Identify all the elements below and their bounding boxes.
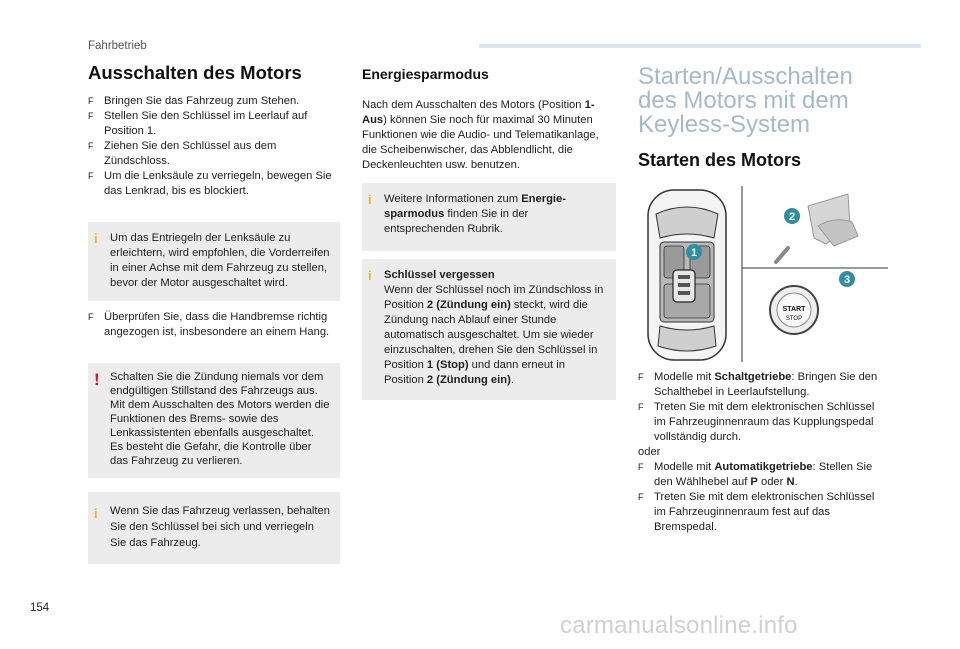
info-box-forgotten-key: i Schlüssel vergessen Wenn der Schlüssel noch im Zündschloss in Position 2 (Zündung ein) steckt, wird die Zündung nach Ablauf einer Stunde automatisch ausgeschaltet. Um sie wieder einzuschalten, drehen Sie den Schlüssel in Position 1 (Stop) und dann erneut in Position 2 (Zündung ein).: [362, 259, 616, 400]
steps-handbrake: [88, 310, 340, 340]
info-box-steering: i Um das Entriegeln der Lenksäule zu erleichtern, wird empfohlen, die Vorderreifen in einer Achse mit dem Fahrzeug zu stellen, bevor der Motor ausgeschaltet wird.: [88, 222, 340, 301]
foot-pedal-icon: [776, 194, 858, 262]
svg-text:STOP: STOP: [785, 316, 803, 322]
bullet-icon: F: [88, 96, 94, 106]
car-top-view-icon: [648, 190, 726, 360]
list-item: F Treten Sie mit dem elektronischen Schlüssel im Fahrzeuginnenraum fest auf das Bremspedal.: [638, 491, 875, 533]
section-header: Fahrbetrieb: [88, 40, 147, 52]
bullet-icon: F: [88, 312, 94, 322]
heading-engine-off: Ausschalten des Motors: [88, 62, 302, 83]
list-item: F Um die Lenksäule zu verriegeln, bewegen Sie das Lenkrad, bis es blockiert.: [88, 170, 332, 197]
info-icon: i: [368, 192, 372, 207]
list-item: F Überprüfen Sie, dass die Handbremse richtig angezogen ist, insbesondere an einem Hang.: [88, 311, 330, 338]
header-rule: [479, 44, 921, 48]
warning-icon: !: [94, 370, 100, 389]
svg-text:3: 3: [843, 274, 851, 286]
svg-text:START: START: [782, 306, 806, 313]
steps-start-automatic: [638, 460, 888, 535]
keyless-figure-svg: [638, 186, 888, 362]
heading-keyless: Starten/Ausschalten des Motors mit dem Keyless-System: [638, 63, 853, 138]
bullet-icon: F: [638, 402, 644, 412]
list-item: F Bringen Sie das Fahrzeug zum Stehen.: [88, 95, 300, 107]
bullet-icon: F: [638, 462, 644, 472]
svg-text:1: 1: [690, 247, 698, 259]
heading-energy-saving: Energiesparmodus: [362, 66, 489, 82]
keyless-illustration: [638, 186, 888, 362]
bullet-icon: F: [638, 492, 644, 502]
warning-box-ignition: ! Schalten Sie die Zündung niemals vor dem endgültigen Stillstand des Fahrzeugs aus. Mit dem Ausschalten des Motors werden die Funktionen des Brems- sowie des Lenkassistenten ebenfalls ausgeschaltet. Es besteht die Gefahr, die Kontrolle über das Fahrzeug zu verlieren.: [88, 363, 340, 478]
info-icon: i: [94, 231, 98, 246]
bullet-icon: F: [88, 171, 94, 181]
watermark: carmanualsonline.info: [560, 612, 798, 639]
svg-text:2: 2: [788, 211, 796, 223]
column-energy-saving: [362, 62, 616, 400]
or-text: oder: [638, 446, 661, 458]
info-icon: i: [368, 268, 372, 283]
list-item: F Modelle mit Schaltgetriebe: Bringen Sie den Schalthebel in Leerlaufstellung.: [638, 371, 878, 398]
bullet-icon: F: [88, 141, 94, 151]
column-keyless: [638, 62, 888, 535]
list-item: F Stellen Sie den Schlüssel im Leerlauf auf Position 1.: [88, 110, 308, 137]
list-item: F Ziehen Sie den Schlüssel aus dem Zündschloss.: [88, 140, 277, 167]
steps-start-engine: [638, 370, 888, 445]
list-item: F Modelle mit Automatikgetriebe: Stellen Sie den Wählhebel auf P oder N.: [638, 461, 873, 488]
energy-intro: Nach dem Ausschalten des Motors (Position 1-Aus) können Sie noch für maximal 30 Minuten Funktionen wie die Audio- und Telematikanlage, die Scheibenwischer, das Abblendlicht, die Deckenleuchten usw. benutzen.: [362, 99, 599, 171]
heading-start-engine: Starten des Motors: [638, 150, 802, 170]
column-engine-off: [88, 62, 340, 564]
info-box-leaving: i Wenn Sie das Fahrzeug verlassen, behalten Sie den Schlüssel bei sich und verriegeln Sie das Fahrzeug.: [88, 492, 340, 564]
info-icon: i: [94, 506, 98, 521]
info-box-energy: i Weitere Informationen zum Energie-sparmodus finden Sie in der entsprechenden Rubrik.: [362, 183, 616, 251]
list-item: F Treten Sie mit dem elektronischen Schlüssel im Fahrzeuginnenraum das Kupplungspedal vollständig durch.: [638, 401, 875, 443]
steps-engine-off: [88, 94, 340, 199]
bullet-icon: F: [638, 372, 644, 382]
page-number: 154: [30, 602, 50, 614]
start-stop-button-icon: [770, 286, 818, 334]
bullet-icon: F: [88, 111, 94, 121]
